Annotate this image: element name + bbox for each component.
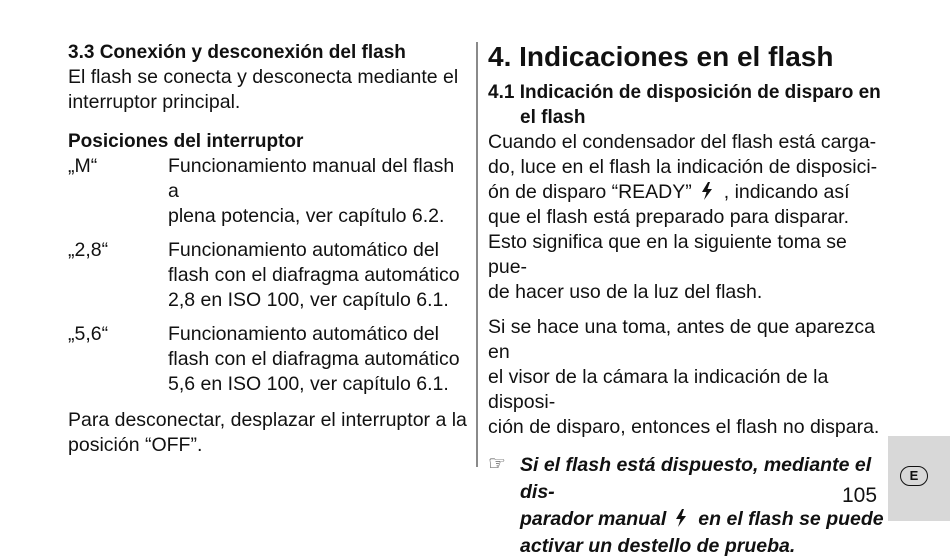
position-description-line: Funcionamiento automático del	[168, 323, 439, 345]
paragraph-line: ción de disparo, entonces el flash no dispara.	[488, 416, 880, 438]
right-column	[488, 40, 888, 560]
position-description-line: 5,6 en ISO 100, ver capítulo 6.1.	[168, 373, 449, 395]
paragraph-line	[488, 180, 888, 205]
test-flash-note	[488, 452, 888, 560]
position-key: „5,6“	[68, 323, 109, 345]
position-description-line: 2,8 en ISO 100, ver capítulo 6.1.	[168, 289, 449, 311]
position-item-5-6	[68, 322, 468, 397]
paragraph-line: do, luce en el flash la indicación de disposici-	[488, 156, 878, 178]
position-description-line: flash con el diafragma automático	[168, 264, 460, 286]
note-text-segment: en el flash se puede	[698, 508, 884, 530]
language-tab	[888, 436, 950, 521]
position-description-line: Funcionamiento manual del flash a	[168, 155, 455, 202]
position-description-line: flash con el diafragma automático	[168, 348, 460, 370]
position-item-m	[68, 154, 468, 229]
paragraph-ready-indicator	[488, 130, 888, 305]
paragraph-no-fire	[488, 315, 888, 440]
note-line: Si el flash está dispuesto, mediante el dis-	[520, 454, 872, 503]
lightning-bolt-icon	[700, 182, 714, 200]
note-line: activar un destello de prueba.	[520, 535, 796, 557]
paragraph-text: ón de disparo “READY”	[488, 181, 692, 203]
subsection-heading-4-1: 4.1 Indicación de disposición de disparo en el flash	[488, 82, 881, 128]
paragraph-line: el visor de la cámara la indicación de la disposi-	[488, 366, 829, 413]
position-key: „2,8“	[68, 239, 109, 261]
intro-line-2: interruptor principal.	[68, 91, 241, 113]
paragraph-line: Cuando el condensador del flash está carga-	[488, 131, 877, 153]
paragraph-line: Si se hace una toma, antes de que aparezca en	[488, 316, 876, 363]
position-description	[168, 154, 468, 229]
paragraph-line: de hacer uso de la luz del flash.	[488, 281, 763, 303]
left-column	[68, 40, 468, 458]
note-line	[520, 506, 888, 533]
position-description-line: plena potencia, ver capítulo 6.2.	[168, 205, 445, 227]
paragraph-line: que el flash está preparado para disparar.	[488, 206, 849, 228]
intro-line-1: El flash se conecta y desconecta mediante el	[68, 66, 459, 88]
outro-line-2: posición “OFF”.	[68, 434, 203, 456]
paragraph-line: Esto significa que en la siguiente toma se pue-	[488, 231, 847, 278]
lightning-bolt-icon	[674, 508, 688, 526]
position-description-line: Funcionamiento automático del	[168, 239, 439, 261]
position-item-2-8	[68, 238, 468, 313]
note-text-segment: parador manual	[520, 508, 667, 530]
language-letter-badge: E	[900, 466, 928, 486]
outro-line-1: Para desconectar, desplazar el interruptor a la	[68, 409, 467, 431]
page-number: 105	[842, 484, 878, 507]
paragraph-text: , indicando así	[723, 181, 850, 203]
position-description	[168, 322, 468, 397]
pointing-hand-icon: ☞	[488, 453, 506, 475]
position-description	[168, 238, 468, 313]
note-text	[520, 452, 888, 560]
section-heading-3-3: 3.3 Conexión y desconexión del flash	[68, 42, 406, 63]
position-key: „M“	[68, 155, 98, 177]
column-divider	[476, 42, 478, 467]
positions-heading: Posiciones del interruptor	[68, 131, 304, 152]
chapter-heading: 4. Indicaciones en el flash	[488, 41, 834, 72]
